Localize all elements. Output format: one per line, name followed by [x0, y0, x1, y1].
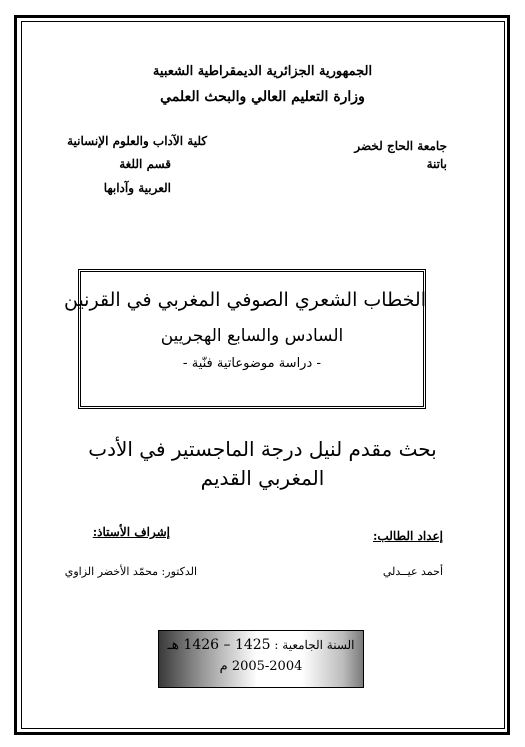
academic-year-gregorian: 2005-2004 م	[219, 659, 303, 674]
student-name: أحمد عيــدلي	[382, 565, 443, 578]
republic-header: الجمهورية الجزائرية الديمقراطية الشعبية	[152, 64, 373, 79]
supervisor-label: إشراف الأستاذ:	[92, 525, 170, 539]
faculty-name: كلية الآداب والعلوم الإنسانية	[67, 134, 207, 148]
department-name-cont: العربية وآدابها	[103, 181, 171, 195]
thesis-title-line2: السادس والسابع الهجريين	[160, 326, 344, 346]
university-name: جامعة الحاج لخضر	[354, 139, 447, 153]
hijri-years: 1425 – 1426 هـ	[167, 637, 271, 653]
university-city: باتنة	[426, 157, 447, 171]
thesis-title-line1: الخطاب الشعري الصوفي المغربي في القرنين	[63, 289, 426, 311]
degree-statement-line1: بحث مقدم لنيل درجة الماجستير في الأدب	[88, 437, 437, 461]
ministry-header: وزارة التعليم العالي والبحث العلمي	[160, 89, 365, 105]
department-name: قسم اللغة	[119, 157, 171, 171]
supervisor-name: الدكتور: محمّد الأخضر الزاوي	[64, 565, 197, 578]
academic-year-hijri	[158, 637, 364, 653]
degree-statement-line2: المغربي القديم	[200, 466, 325, 490]
student-label: إعداد الطالب:	[372, 529, 443, 543]
academic-year-label: السنة الجامعية :	[274, 638, 355, 652]
thesis-subtitle: - دراسة موضوعاتية فنّية -	[182, 356, 322, 371]
